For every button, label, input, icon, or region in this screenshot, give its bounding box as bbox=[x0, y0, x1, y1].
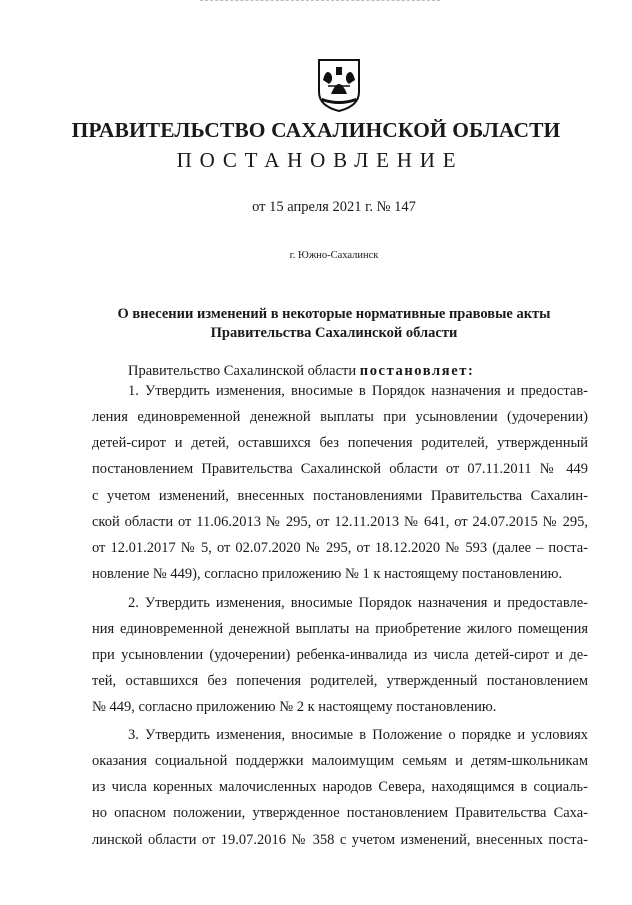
preamble-decrees: постановляет: bbox=[359, 363, 475, 379]
paragraph-1-line: ления единовременной денежной выплаты при усыновлении (удочерении) bbox=[92, 409, 588, 425]
subject-line-2: Правительства Сахалинской области bbox=[210, 325, 458, 341]
paragraph-1-line: новление № 449), согласно приложению № 1 к настоящему постановлению. bbox=[92, 566, 563, 582]
paragraph-3-line: оказания социальной поддержки малоимущим семьям и детям-школьникам bbox=[92, 753, 588, 769]
preamble bbox=[128, 362, 474, 380]
preamble-text: Правительство Сахалинской области bbox=[128, 363, 360, 379]
scan-edge-line bbox=[200, 0, 440, 2]
paragraph-1-line: от 12.01.2017 № 5, от 02.07.2020 № 295, от 18.12.2020 № 593 (далее – поста- bbox=[92, 540, 588, 556]
paragraph-1-line: ской области от 11.06.2013 № 295, от 12.11.2013 № 641, от 24.07.2015 № 295, bbox=[92, 514, 588, 530]
paragraph-3-line: но опасном положении, утвержденное постановлением Правительства Саха- bbox=[92, 805, 588, 821]
paragraph-1-line: детей-сирот и детей, оставшихся без попечения родителей, утвержденный bbox=[92, 435, 588, 451]
paragraph-2-line: тей, оставшихся без попечения родителей, утвержденный постановлением bbox=[92, 673, 588, 689]
date-and-number: от 15 апреля 2021 г. № 147 bbox=[252, 199, 416, 215]
paragraph-2-line: 2. Утвердить изменения, вносимые Порядок назначения и предоставле- bbox=[128, 595, 588, 611]
paragraph-3-line: из числа коренных малочисленных народов Севера, находящимся в социаль- bbox=[92, 779, 588, 795]
paragraph-1-line: постановлением Правительства Сахалинской области от 07.11.2011 № 449 bbox=[92, 461, 588, 477]
issuing-authority: ПРАВИТЕЛЬСТВО САХАЛИНСКОЙ ОБЛАСТИ bbox=[71, 118, 561, 142]
paragraph-1-line: с учетом изменений, внесенных постановлениями Правительства Сахалин- bbox=[92, 488, 588, 504]
document-type: ПОСТАНОВЛЕНИЕ bbox=[176, 148, 464, 172]
paragraph-3-line: 3. Утвердить изменения, вносимые в Положение о порядке и условиях bbox=[128, 727, 588, 743]
paragraph-2-line: № 449, согласно приложению № 2 к настоящему постановлению. bbox=[92, 699, 497, 715]
place-of-issue: г. Южно-Сахалинск bbox=[289, 250, 379, 261]
paragraph-1-line: 1. Утвердить изменения, вносимые в Порядок назначения и предостав- bbox=[128, 383, 588, 399]
paragraph-2-line: при усыновлении (удочерении) ребенка-инвалида из числа детей-сирот и де- bbox=[92, 647, 588, 663]
subject-line-1: О внесении изменений в некоторые нормативные правовые акты bbox=[117, 306, 551, 322]
paragraph-3-line: линской области от 19.07.2016 № 358 с учетом изменений, внесенных поста- bbox=[92, 832, 588, 848]
paragraph-2-line: ния единовременной денежной выплаты на приобретение жилого помещения bbox=[92, 621, 588, 637]
sakhalin-coat-of-arms-icon bbox=[316, 58, 362, 112]
